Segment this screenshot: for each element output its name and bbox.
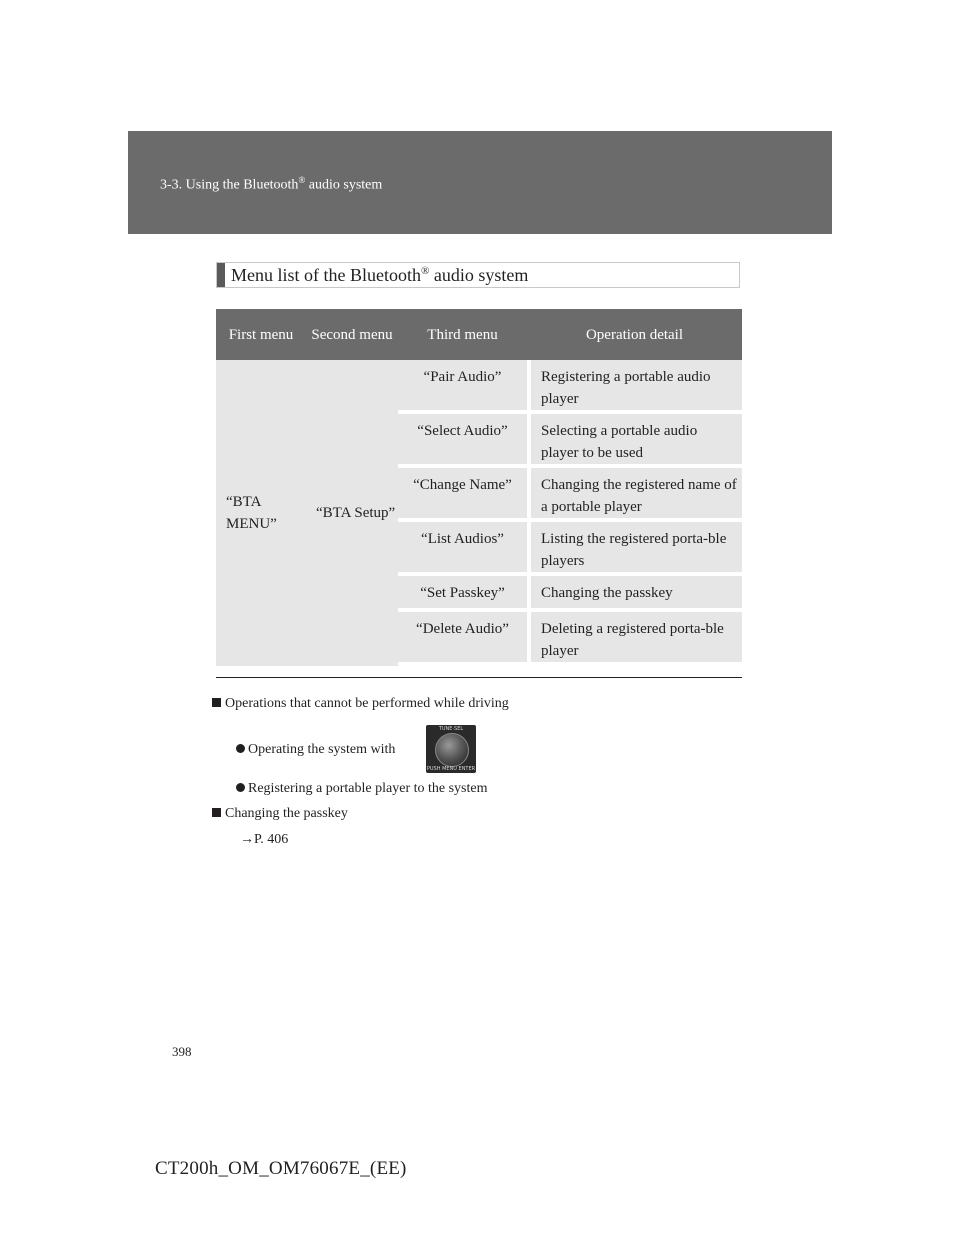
square-bullet-icon xyxy=(212,808,221,817)
section-title xyxy=(231,265,528,286)
header-third-menu: Third menu xyxy=(398,309,527,360)
tune-sel-knob-icon xyxy=(426,725,476,773)
operation-detail-cell: Listing the registered porta-ble players xyxy=(527,522,742,576)
third-menu-cell: “Pair Audio” xyxy=(398,360,527,414)
table-header-row xyxy=(216,309,742,360)
operation-detail-cell: Deleting a registered porta-ble player xyxy=(527,612,742,666)
knob-label-bottom: PUSH MENU ENTER xyxy=(426,766,476,772)
table-row xyxy=(216,360,742,414)
note-bullet-registering xyxy=(236,781,488,797)
title-reg-mark: ® xyxy=(420,265,430,277)
third-menu-cell: “Change Name” xyxy=(398,468,527,522)
third-menu-cell: “Delete Audio” xyxy=(398,612,527,666)
header-operation-detail: Operation detail xyxy=(527,309,742,360)
section-text-tail: audio system xyxy=(305,177,383,193)
note-bullet-operating xyxy=(236,742,395,758)
second-menu-cell: “BTA Setup” xyxy=(306,360,398,666)
third-menu-cell: “List Audios” xyxy=(398,522,527,576)
section-text: 3-3. Using the Bluetooth xyxy=(160,177,299,193)
title-accent-bar xyxy=(217,263,225,287)
page-reference: →P. 406 xyxy=(240,832,289,847)
header-band xyxy=(128,131,832,234)
page-number: 398 xyxy=(172,1044,192,1059)
header-first-menu: First menu xyxy=(216,309,306,360)
header-second-menu: Second menu xyxy=(306,309,398,360)
knob-label-top: TUNE·SEL xyxy=(438,726,464,732)
note-heading-driving xyxy=(212,696,509,712)
section-title-box xyxy=(216,262,740,288)
first-menu-cell: “BTA MENU” xyxy=(216,360,306,666)
third-menu-cell: “Select Audio” xyxy=(398,414,527,468)
section-label xyxy=(160,175,382,194)
title-text: Menu list of the Bluetooth xyxy=(231,265,421,285)
square-bullet-icon xyxy=(212,698,221,707)
operation-detail-cell: Changing the registered name of a portable player xyxy=(527,468,742,522)
knob-dial xyxy=(435,733,469,767)
operation-detail-cell: Changing the passkey xyxy=(527,576,742,612)
menu-table xyxy=(216,309,742,666)
round-bullet-icon xyxy=(236,783,245,792)
note-heading-text: Operations that cannot be performed while driving xyxy=(225,696,509,711)
operation-detail-cell: Registering a portable audio player xyxy=(527,360,742,414)
note-bullet-text: Registering a portable player to the system xyxy=(248,781,488,796)
operation-detail-cell: Selecting a portable audio player to be used xyxy=(527,414,742,468)
note-heading-passkey xyxy=(212,806,348,822)
section-reg-mark: ® xyxy=(298,175,306,185)
title-text-tail: audio system xyxy=(429,265,529,285)
note-heading-text: Changing the passkey xyxy=(225,806,348,821)
round-bullet-icon xyxy=(236,744,245,753)
note-bullet-text: Operating the system with xyxy=(248,742,396,757)
third-menu-cell: “Set Passkey” xyxy=(398,576,527,612)
divider-rule xyxy=(216,677,742,678)
document-code: CT200h_OM_OM76067E_(EE) xyxy=(155,1158,407,1179)
